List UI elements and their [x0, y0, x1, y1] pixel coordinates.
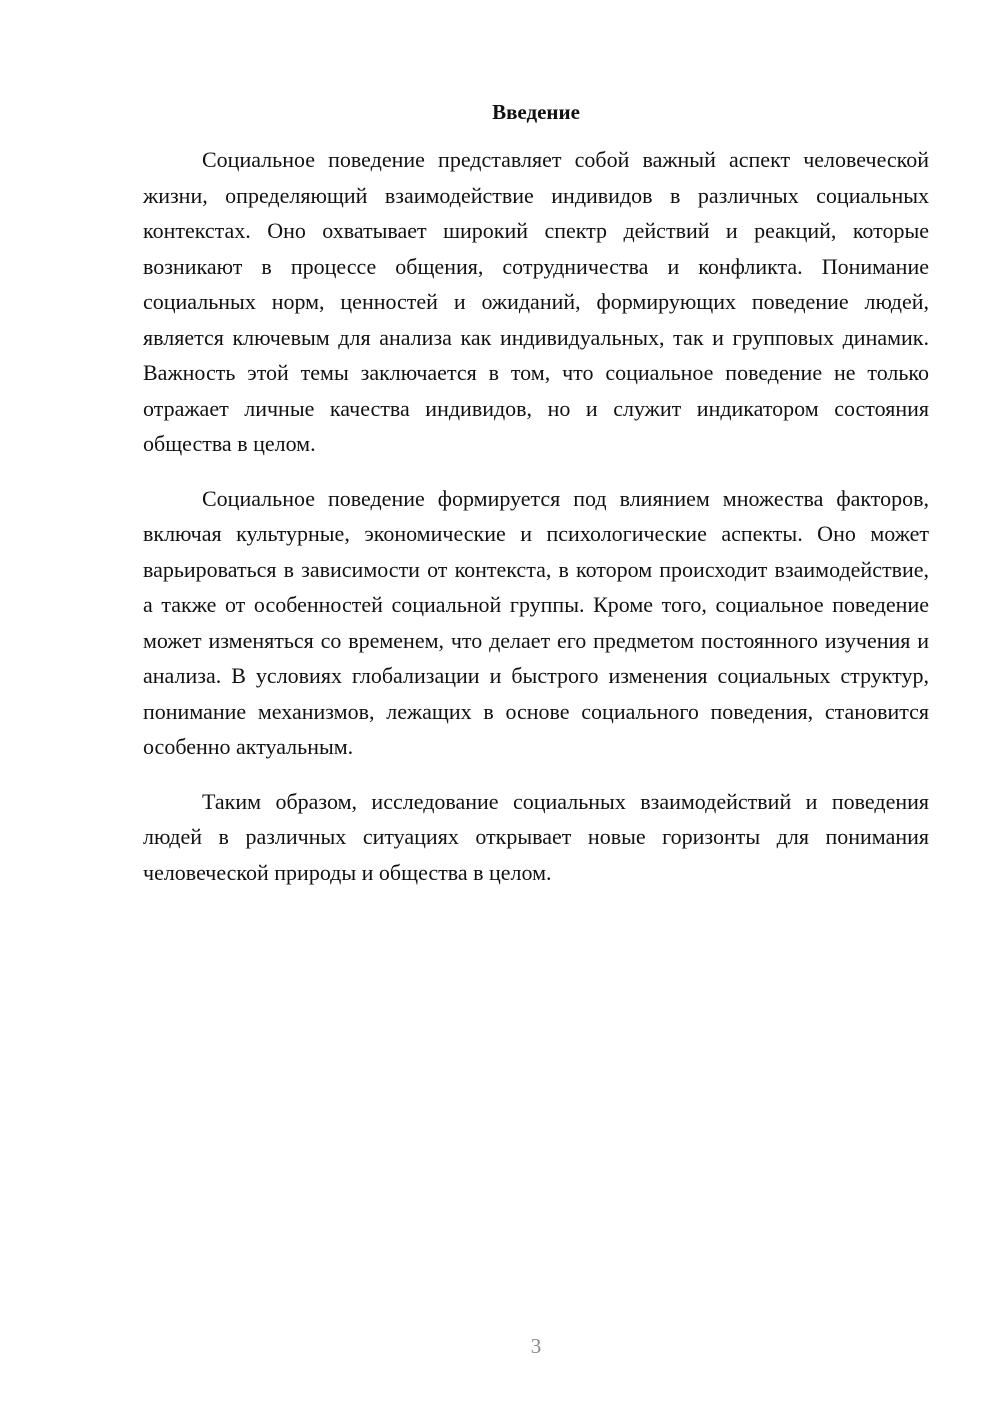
- document-body: [143, 142, 929, 890]
- paragraph: Социальное поведение формируется под влиянием множества факторов, включая культурные, экономические и психологические аспекты. Оно может варьироваться в зависимости от контекста, в котором происходит взаимодействие, а также от особенностей социальной группы. Кроме того, социальное поведение может изменяться со временем, что делает его предметом постоянного изучения и анализа. В условиях глобализации и быстрого изменения социальных структур, понимание механизмов, лежащих в основе социального поведения, становится особенно актуальным.: [143, 485, 929, 759]
- paragraph: Таким образом, исследование социальных взаимодействий и поведения людей в различных ситуациях открывает новые горизонты для понимания человеческой природы и общества в целом.: [143, 788, 929, 885]
- paragraph: Социальное поведение представляет собой важный аспект человеческой жизни, определяющий взаимодействие индивидов в различных социальных контекстах. Оно охватывает широкий спектр действий и реакций, которые возникают в процессе общения, сотрудничества и конфликта. Понимание социальных норм, ценностей и ожиданий, формирующих поведение людей, является ключевым для анализа как индивидуальных, так и групповых динамик. Важность этой темы заключается в том, что социальное поведение не только отражает личные качества индивидов, но и служит индикатором состояния общества в целом.: [143, 147, 929, 456]
- section-heading: Введение: [492, 100, 580, 124]
- page-number: 3: [530, 1334, 542, 1358]
